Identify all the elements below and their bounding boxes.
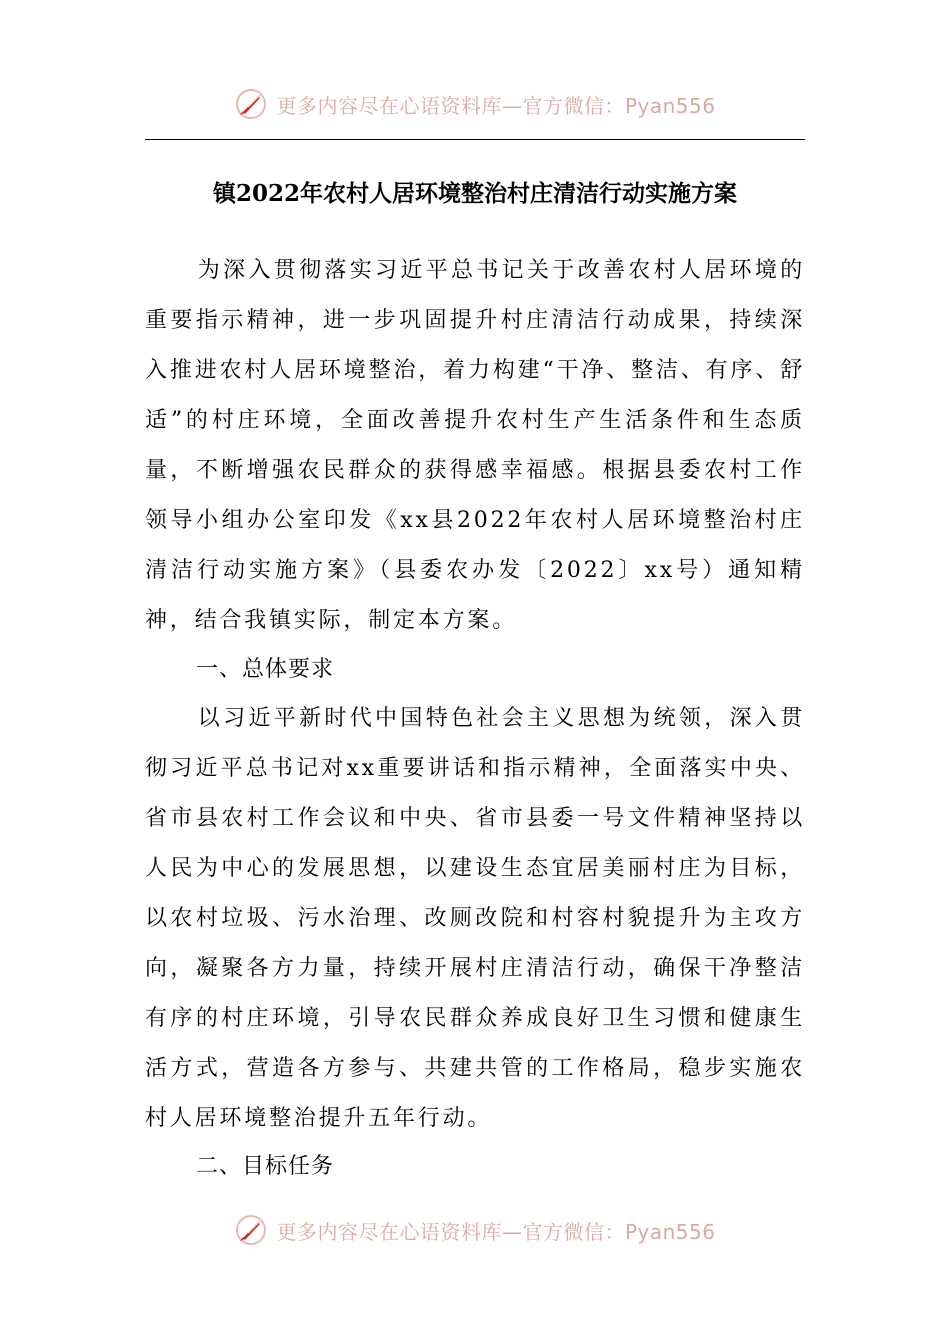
watermark-banner-bottom [0,1210,950,1250]
section-heading-overall-requirements: 一、总体要求 [196,657,335,682]
quill-logo-icon [234,1213,268,1247]
watermark-banner-top [0,84,950,124]
overall-requirements-paragraph: 以习近平新时代中国特色社会主义思想为统领，深入贯彻习近平总书记对xx重要讲话和指示精神，全面落实中央、省市县农村工作会议和中央、省市县委一号文件精神坚持以人民为中心的发展思想，以建设生态宜居美丽村庄为目标，以农村垃圾、污水治理、改厕改院和村容村貌提升为主攻方向，凝聚各方力量，持续开展村庄清洁行动，确保干净整洁有序的村庄环境，引导农民群众养成良好卫生习惯和健康生活方式，营造各方参与、共建共管的工作格局，稳步实施农村人居环境整治提升五年行动。 [145,706,805,1131]
watermark-text: 更多内容尽在心语资料库—官方微信：Pyan556 [276,1219,716,1244]
section-heading-goals-tasks: 二、目标任务 [196,1154,335,1179]
document-title: 镇2022年农村人居环境整治村庄清洁行动实施方案 [212,180,737,207]
quill-logo-icon [234,87,268,121]
header-divider [145,139,805,140]
watermark-text: 更多内容尽在心语资料库—官方微信：Pyan556 [276,93,716,118]
intro-paragraph: 为深入贯彻落实习近平总书记关于改善农村人居环境的重要指示精神，进一步巩固提升村庄清洁行动成果，持续深入推进农村人居环境整治，着力构建“干净、整洁、有序、舒适”的村庄环境，全面改善提升农村生产生活条件和生态质量，不断增强农民群众的获得感幸福感。根据县委农村工作领导小组办公室印发《xx县2022年农村人居环境整治村庄清洁行动实施方案》（县委农办发〔2022〕xx号）通知精神，结合我镇实际，制定本方案。 [145,258,805,633]
